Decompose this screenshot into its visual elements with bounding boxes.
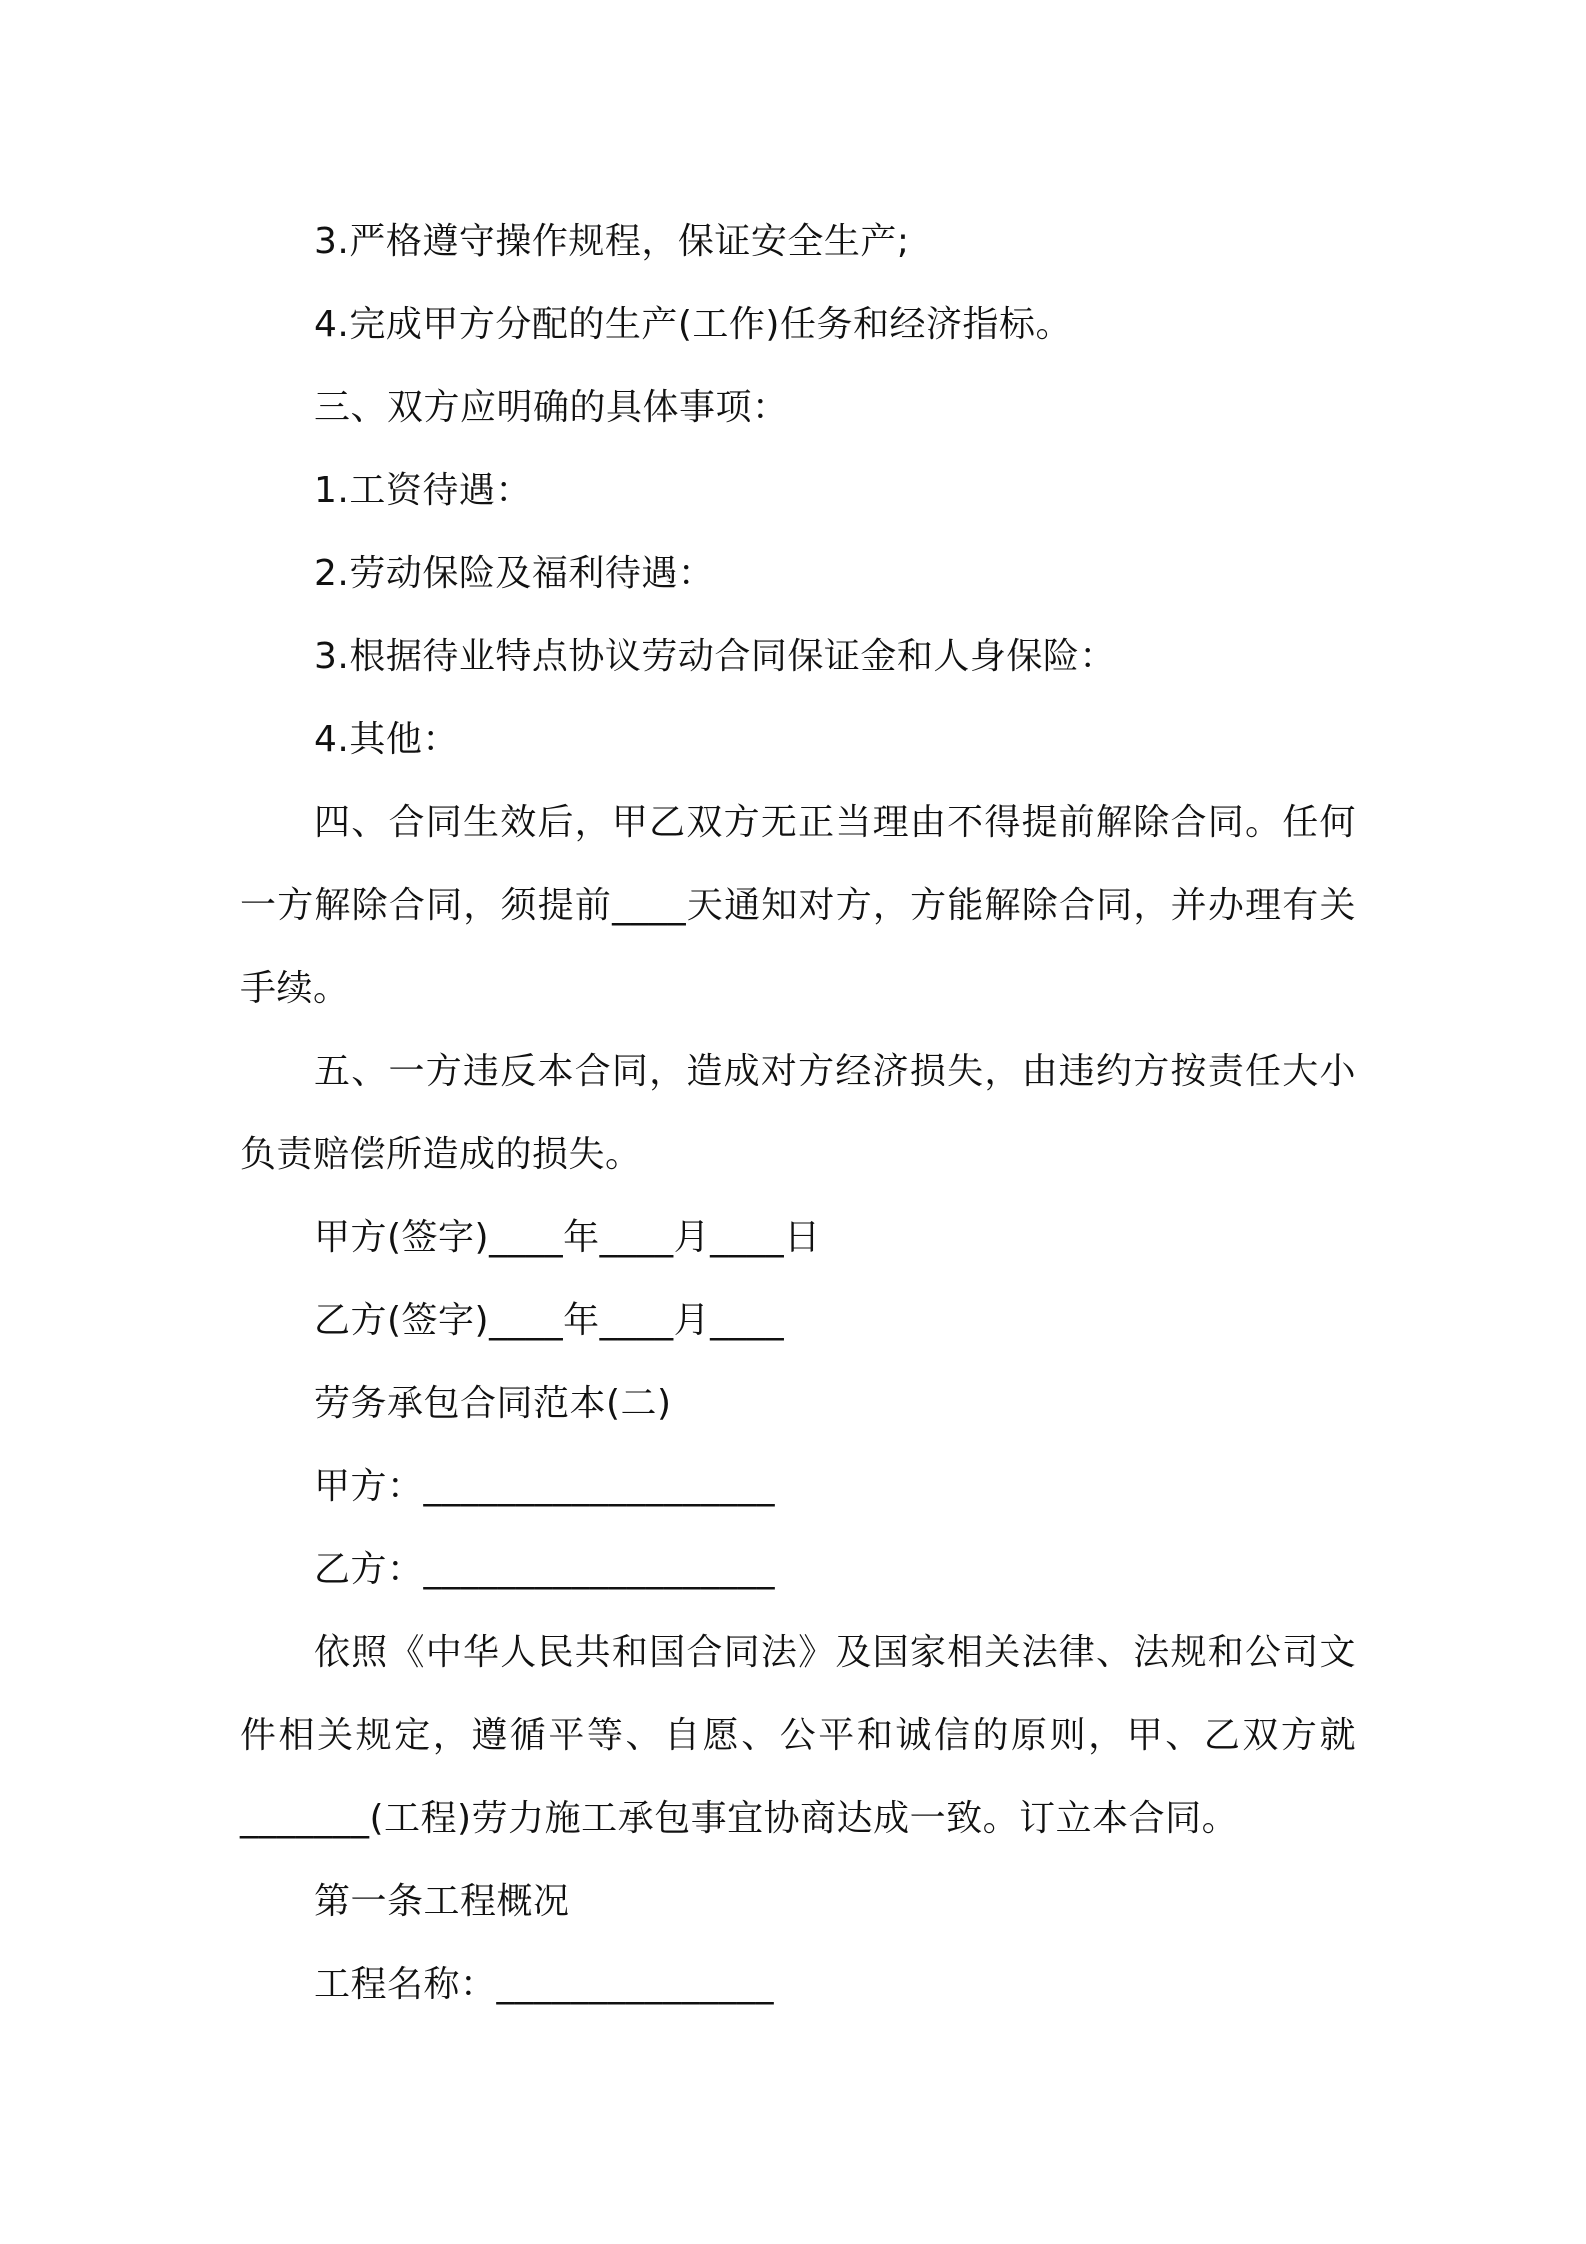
- contract-title-two: 劳务承包合同范本(二): [314, 1383, 672, 1424]
- item-insurance-welfare: 2.劳动保险及福利待遇：: [314, 553, 715, 594]
- clause-breach-compensation: 五、一方违反本合同，造成对方经济损失，由违约方按责任大小负责赔偿所造成的损失。: [240, 1051, 1356, 1175]
- item-other: 4.其他：: [314, 719, 459, 760]
- document-body: [240, 200, 1356, 2026]
- clause-production-tasks: 4.完成甲方分配的生产(工作)任务和经济指标。: [314, 304, 1072, 345]
- party-a-field: 甲方：___________________: [314, 1466, 776, 1507]
- signature-party-b: 乙方(签字)____年____月____: [314, 1300, 785, 1341]
- signature-party-a: 甲方(签字)____年____月____日: [314, 1217, 821, 1258]
- clause-safety-production: 3.严格遵守操作规程，保证安全生产;: [314, 221, 910, 262]
- section-heading-specific-matters: 三、双方应明确的具体事项：: [314, 387, 789, 428]
- item-deposit-insurance: 3.根据待业特点协议劳动合同保证金和人身保险：: [314, 636, 1116, 677]
- project-name-field: 工程名称：_______________: [314, 1964, 775, 2005]
- item-wages: 1.工资待遇：: [314, 470, 532, 511]
- article-one-heading: 第一条工程概况: [314, 1881, 570, 1922]
- contract-preamble: 依照《中华人民共和国合同法》及国家相关法律、法规和公司文件相关规定，遵循平等、自愿、公平和诚信的原则，甲、乙双方就_______(工程)劳力施工承包事宜协商达成一致。订立本合同。: [240, 1632, 1356, 1839]
- clause-termination: 四、合同生效后，甲乙双方无正当理由不得提前解除合同。任何一方解除合同，须提前____天通知对方，方能解除合同，并办理有关手续。: [240, 802, 1356, 1009]
- party-b-field: 乙方：___________________: [314, 1549, 776, 1590]
